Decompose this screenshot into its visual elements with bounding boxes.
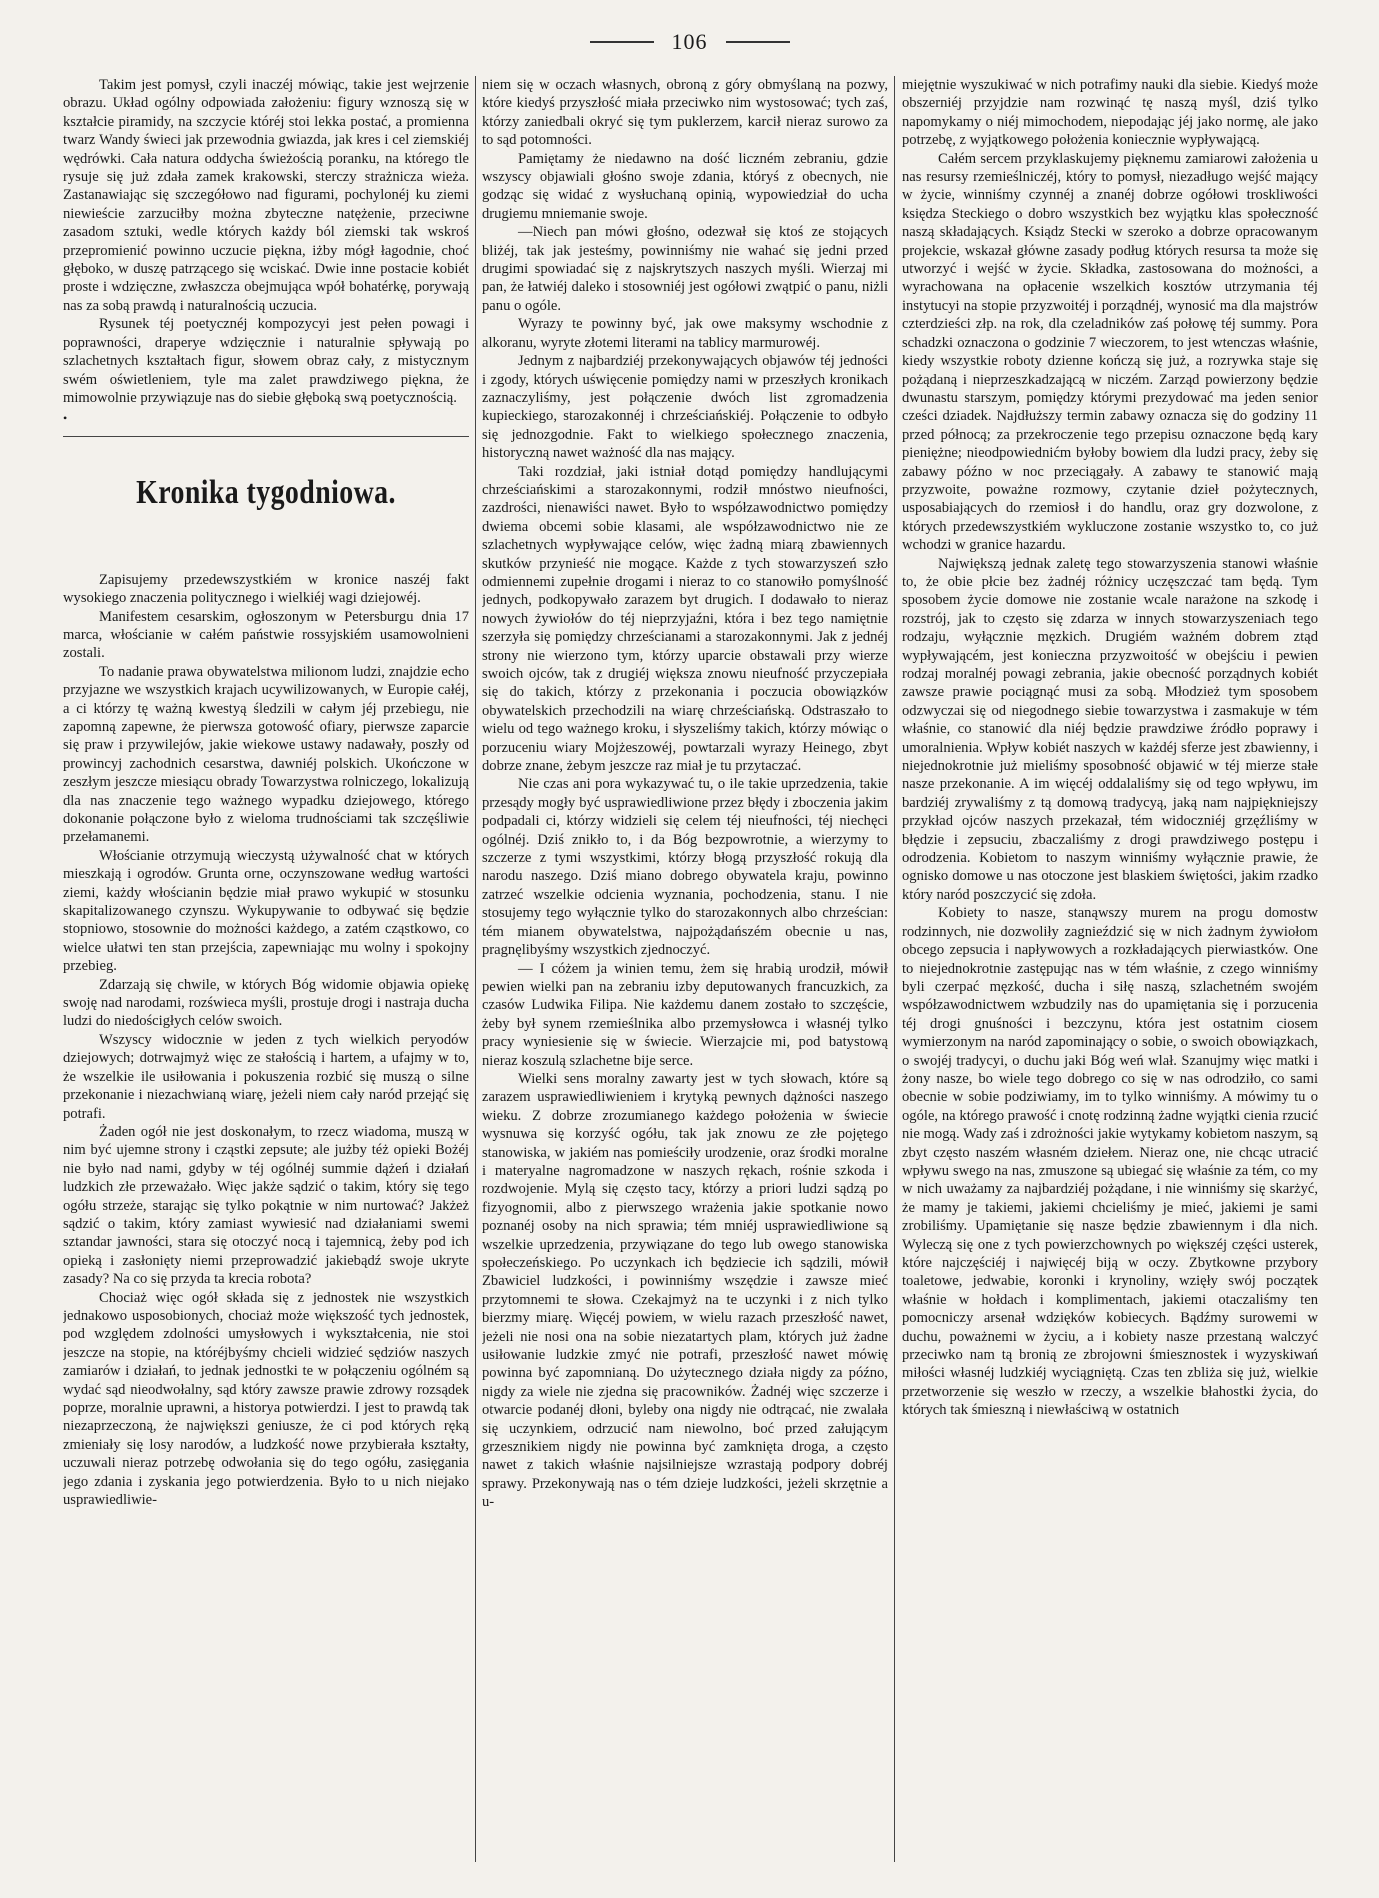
paragraph: — I cóżem ja winien temu, żem się hrabią urodził, mówił pewien wielki pan na zebraniu izby deputowanych francuzkich, za czasów Ludwika Filipa. Nie każdemu danem zostało to szczęście, żeby był synem rzemieślnika albo przemysłowca i własnéj tylko pracy wyniesienie się w świecie. Wierzajcie mi, pod batystową nieraz koszulą szlachetne bije serce.	[482, 960, 888, 1069]
paragraph: Zdarzają się chwile, w których Bóg widomie objawia opiekę swoję nad narodami, rozświeca myśli, prostuje drogi i nastraja ducha ludzi do niedościgłych celów swoich.	[63, 976, 469, 1030]
column-rule-right	[894, 76, 895, 1862]
paragraph: niem się w oczach własnych, obroną z góry obmyślaną na pozwy, które kiedyś przyszłość miała przeciwko nim wystosować; tych zaś, którzy zaniedbali okryć się tym puklerzem, karcił nieraz surowo za to sąd potomności.	[482, 77, 888, 149]
paragraph: Nie czas ani pora wykazywać tu, o ile takie uprzedzenia, takie przesądy mogły być usprawiedliwione przez błędy i zboczenia jakim podpadali ci, którzy widzieli się celem téj nieufności, téj niechęci ogólnéj. Dziś znikło to, i da Bóg bezpowrotnie, a wierzymy to szczerze z tymi wszystkimi, którzy błogą przyszłość rokują dla narodu naszego. Dziś miano dobrego obywatela kraju, powinno zatrzeć wszelkie odcienia wyznania, pochodzenia, stanu. I nie stosujemy tego wyłącznie tylko do starozakonnych albo chrześcian: tém mianem obywatelstwa, najpożądańszém obecnie u nas, pragnęlibyśmy wszystkich zjednoczyć.	[482, 776, 888, 959]
paragraph: Wszyscy widocznie w jeden z tych wielkich peryodów dziejowych; dotrwajmyż więc ze stałością i hartem, a ufajmy w to, że wszelkie ile usiłowania i pokuszenia rozbić się muszą o silne przekonanie i niezachwianą wiarę, jeżeli niem cały naród przejąć się potrafi.	[63, 1031, 469, 1122]
paragraph: Takim jest pomysł, czyli inaczéj mówiąc, takie jest wejrzenie obrazu. Układ ogólny odpowiada założeniu: figury wznoszą się w kształcie piramidy, na szczycie któréj stoi lekka postać, a promienna twarz Wandy świeci jak przewodnia gwiazda, jak kres i cel ziemskiéj wędrówki. Cała natura oddycha świeżością poranku, na którego tle rysuje się już zdała zamek krakowski, sterczy strażnicza wieża. Zastanawiając się szczegółowo nad figurami, pochylonéj ku ziemi niewieście zarzuciłby można zbyteczne natężenie, przeciwne zasadom sztuki, wedle których każdy ból ziemski tak wskroś przepromienić powinno uczucie piękna, iżby mógł łagodnie, choć głęboko, w duszę patrzącego się wciskać. Dwie inne postacie kobiét proste i wdzięczne, zwłaszcza obejmująca wpół bohatérkę, porywają nas za sobą prawdą i naturalnością uczucia.	[63, 77, 469, 314]
paragraph: Całém sercem przyklaskujemy pięknemu zamiarowi założenia u nas resursy rzemieślniczéj, który to pomysł, niezadługo wejść mający w życie, winniśmy czynnéj a znanéj dobrze ogółowi troskliwości księdza Steckiego o dobro wszystkich bez wyjątku klas społeczność naszą składających. Ksiądz Stecki w szeroko a dobrze opracowanym projekcie, wskazał główne zasady podług których resursa ta może się utworzyć i wejść w życie. Składka, zastosowana do możności, a wyrachowana na opłacenie wszelkich kosztów utrzymania téj instytucyi na stopie przyzwoitéj i porządnéj, wynosić ma dla majstrów czterdzieści złp. na rok, dla czeladników zaś połowę téj summy. Pora schadzki oznaczona o godzinie 7 wieczorem, to jest wtenczas właśnie, kiedy wszystkie roboty dzienne kończą się już, a rozrywka staje się pożądaną i nieprzeszkadzającą w niczém. Zarząd powierzony będzie dwunastu starszym, pomiędzy którymi prezydować ma jeden senior cześci dziadek. Najdłuższy termin zabawy oznacza się do godziny 11 przed północą; za przekroczenie tego przepisu oznaczone będą kary pieniężne; nieodpowiednićm byłoby bowiem dla ludzi pracy, żeby się zabawy późno w noc przeciągały. A zabawy te stanowić mają przyzwoite, poważne rozmowy, czytanie dzieł pożytecznych, usposabiających do rzemiosł i do handlu, oraz gry dozwolone, z których przedewszystkiém wykluczone zostanie wszystko to, co już wchodzi w granice hazardu.	[902, 150, 1318, 554]
paragraph: Wyrazy te powinny być, jak owe maksymy wschodnie z alkoranu, wyryte złotemi literami na tablicy marmurowéj.	[482, 316, 888, 351]
paragraph: To nadanie prawa obywatelstwa milionom ludzi, znajdzie echo przyjazne we wszystkich krajach ucywilizowanych, w Europie całéj, a ci którzy tę ważną kwestyą śledzili w całym jéj przebiegu, nie zapomną zapewne, że pierwsza gotowość ofiary, pierwsze zaparcie się praw i przywilejów, jakie wiekowe ustawy nadawały, poszły od prowincyj zachodnich cesarstwa, dawniéj polskich. Ukończone w zeszłym jeszcze miesiącu obrady Towarzystwa rolniczego, lokalizują dla nas znaczenie tego ważnego wypadku dziejowego, którego dokonanie połączone było z wieloma trudnościami tak szczęśliwie przełamanemi.	[63, 663, 469, 846]
paragraph: Wielki sens moralny zawarty jest w tych słowach, które są zarazem usprawiedliwieniem i krytyką pewnych dążności naszego wieku. Z dobrze zrozumianego każdego położenia w świecie wysnuwa się korzyść ogółu, tak jak znowu ze złe pojętego stanowiska, w jakiém nas pomieściły urodzenie, oraz środki moralne i materyalne nagromadzone w naszych rękach, rośnie szkoda i rozdwojenie. Mylą się często tacy, którzy a priori ludzi sądzą po fizyognomii, albo z pierwszego wrażenia jakie spotkanie nowo poznanéj osoby na nich sprawia; tém mniéj usprawiedliwione są wszelkie uprzedzenia, przywiązane do tego lub owego stanowiska społeczeńskiego. Po uczynkach ich będziecie ich sądzili, mówił Zbawiciel ludzkości, i powinniśmy wszędzie i zawsze mieć przytomnemi te słowa. Czekajmyż na te uczynki i z nich tylko bierzmy miarę. Więcéj powiem, w wielu razach przeszłość nawet, jeżeli nie nosi ona na sobie niezatartych plam, których już żadne usiłowanie ludzkie zmyć nie potrafi, przeszłość nawet mówię powinna być zapomnianą. Do użytecznego działa nigdy za późno, nigdy za wiele nie zjedna się pracowników. Żadnéj więc szczerze i otwarcie podanéj dłoni, byleby ona nigdy nie odtrącać, nie zwalała się uczynkiem, odrzucić nam niewolno, boć przed załującym grzesznikiem nigdy nie powinna być zamknięta droga, a często nawet z takich właśnie najsilniejsze wzrastają podpory dobréj sprawy. Przekonywają nas o tém dzieje ludzkości, jeżeli skrzętnie a u-	[482, 1070, 888, 1511]
column-1	[63, 76, 469, 1868]
paragraph: Żaden ogół nie jest doskonałym, to rzecz wiadoma, muszą w nim być ujemne strony i cząstki zepsute; ale jużby téż opieki Bożéj nie było nad nami, gdyby w téj ogólnéj summie dążeń i działań ludzkich złe przeważało. Więc jakże sądzić o takim, który się tego ogółu strzeże, starając się tylko pokątnie w nim nurtować? Jakżeż sądzić o takim, który zamiast wywiesić nad działaniami swemi sztandar jawności, stara się otoczyć nocą i tajemnicą, żeby pod ich opieką i zasłonięty niemi przeprowadzić jakiebądź swoje ukryte zasady? Na co się przyda ta krecia robota?	[63, 1123, 469, 1288]
page-header	[0, 22, 1379, 62]
page-number: 106	[671, 29, 708, 54]
paragraph: miejętnie wyszukiwać w nich potrafimy nauki dla siebie. Kiedyś może obszerniéj przyjdzie nam rozwinąć tę naszą myśl, dziś tylko napomykamy o niéj mimochodem, niepodając jéj jako normę, ale jako potrzebę, z wyjątkowego położenia koniecznie wypływającą.	[902, 77, 1318, 149]
section-divider	[63, 436, 469, 437]
paragraph: Kobiety to nasze, stanąwszy murem na progu domostw rodzinnych, nie dozwoliły zagnieździć się w nich żadnym żywiołom obcego zepsucia i napływowych a rozkładających pierwiastków. One to niejednokrotnie zastępując nas w tém właśnie, z czego winniśmy byli czerpać męzkość, ducha i siłę naszą, szlachetném swojém współzawodnictwem wzbudzily nas do upamiętania się i porzucenia téj drogi gnuśności i bezczynu, która jest ostatnim ciosem wymierzonym na naród zapominający o sobie, o swoich obowiązkach, o swojéj tradycyi, o duchu jaki Bóg weń wlał. Szanujmy więc matki i żony nasze, bo wiele tego dobrego co się w nas odrodziło, co sami obecnie w sobie podziwiamy, im to tylko winniśmy. A mówimy tu o ogóle, na którego prawość i cnotę rodzinną żadne wyjątki cienia rzucić nie mogą. Wady zaś i zdrożności jakie wytykamy kobietom naszym, są zbyt często naszém własném dziełem. Nieraz one, nie chcąc utracić wpływu swego na nas, zmuszone są ubiegać się właśnie za tém, co my w nich uważamy za najbardziéj pożądane, i nie winniśmy się skarżyć, że mamy je takiemi, jakiemi chcieliśmy je mieć, jakiemi je sami zrobiliśmy. Upamiętanie się nasze będzie zbawiennym i dla nich. Wyleczą się one z tych powierzchownych po większéj części usterek, które najczęściéj i najwięcéj biją w oczy. Zbytkowne przybory toaletowe, jedwabie, koronki i krynoliny, wzięły swój początek właśnie w hołdach i komplimentach, jakiemi otaczaliśmy ten pomocniczy arsenał wdzięków kobiecych. Bądźmy surowemi w duchu, poważnemi w życiu, a i kobiety nasze przestaną walczyć przeciwko nam tą bronią ze zbrojowni śmiesznostek i wyzyskiwań miłości własnéj ludzkiéj wyciągniętą. Czas ten zbliża się już, wielkie przetworzenie się weszło w rzeczy, a wszelkie błahostki życia, do których tak śmieszną i niewłaściwą w ostatnich	[902, 905, 1318, 1419]
column-rule-left	[475, 76, 476, 1862]
paragraph: Zapisujemy przedewszystkiém w kronice naszéj fakt wysokiego znaczenia politycznego i wielkiéj wagi dziejowéj.	[63, 571, 469, 607]
section-title: Kronika tygodniowa.	[136, 473, 396, 511]
paragraph: Jednym z najbardziéj przekonywających objawów téj jedności i zgody, których uświęcenie pomiędzy nami w przeszłych kronikach zaznaczyliśmy, jest połączenie dwóch list zgromadzenia kupieckiego, starozakonnéj i chrześciańskiéj. Połączenie to odbyło się jednozgodnie. Fakt to wielkiego społecznego znaczenia, historyczną nawet ważność dla nas mający.	[482, 353, 888, 462]
paragraph: Włościanie otrzymują wieczystą używalność chat w których mieszkają i ogrodów. Grunta orne, oczynszowane według wartości ziemi, każdy włościanin będzie miał prawo wykupić w stosunku skapitalizowanego czynszu. Wykupywanie to odbywać się będzie stopniowo, stosownie do możności każdego, a zatém cząstkowo, co wielce ułatwi ten stan przejścia, zapewniając mu wolny i spokojny przebieg.	[63, 847, 469, 975]
paragraph: Rysunek téj poetycznéj kompozycyi jest pełen powagi i poprawności, draperye wdzięcznie i naturalnie spływają po szlachetnych kształtach figur, słowem obraz cały, z mistycznym swém oświetleniem, tyle ma zalet prawdziwego piękna, że mimowolnie przywiązuje nas do siebie głęboką swą poetycznością.	[63, 316, 469, 406]
paragraph: Pamiętamy że niedawno na dość liczném zebraniu, gdzie wszyscy objawiali głośno swoje zdania, któryś z obecnych, nie godząc się widać z wysłuchaną opinią, wypowiedział do ucha drugiemu mniemanie swoje.	[482, 150, 888, 222]
paragraph: Taki rozdział, jaki istniał dotąd pomiędzy handlującymi chrześciańskimi a starozakonnymi, rodził mnóstwo nieufności, zazdrości, nienawiści nawet. Było to współzawodnictwo pomiędzy dwiema obcemi sobie klasami, ale współzawodnictwo nie ze szlachetnych wypływające celów, więc żadną miarą zbawiennych skutków przynieść nie mogące. Każde z tych stowarzyszeń szło odmiennemi zupełnie drogami i nieraz to co stanowiło pomyślność jednych, podkopywało zarazem byt drugich. I dodawało to nieraz nowych żywiołów do téj nieprzyjaźni, która i bez tego namiętnie szerzyła się pomiędzy chrześcianami a starozakonnymi. Jak z jednéj strony nie wierzono tym, którzy uparcie obstawali przy wierze swoich ojców, tak z drugiéj większa znowu nieufność przyczepiała się do takich, którzy z przekonania i poczucia obowiązków obywatelskich przechodzili na wiarę chrześciańską. Odstraszało to wielu od tego ważnego kroku, i słyszeliśmy takich, którzy mówiąc o porzuceniu wiary Mojżeszowéj, powtarzali wyrazy Heinego, zbyt dobrze znane, żebym jeszcze raz miał je tu przytaczać.	[482, 463, 888, 775]
header-dash-left	[590, 41, 654, 43]
column-2	[482, 76, 888, 1868]
header-dash-right	[726, 41, 790, 43]
paragraph: Manifestem cesarskim, ogłoszonym w Petersburgu dnia 17 marca, włościanie w całém państwie rossyjskiém usamowolnieni zostali.	[63, 608, 469, 662]
section-mark: •	[63, 411, 68, 426]
column-3	[902, 76, 1318, 1868]
paragraph: Największą jednak zaletę tego stowarzyszenia stanowi właśnie to, że obie płcie bez żadnéj różnicy uczęszczać tam będą. Tym sposobem życie domowe nie zostanie wcale narażone na szkodę i rozstrój, jak to często się zdarza w innych stowarzyszeniach tego rodzaju, wyłącznie męzkich. Drugiém ważném dobrem ztąd wypływającém, jest konieczna przyzwoitość w obejściu i pewien rodzaj moralnéj powagi zebrania, jakie obecność porządnych kobiét zawsze prawie pociągnąć musi za sobą. Młodzież tym sposobem odzwyczai się od niegodnego siebie towarzystwa i zasmakuje w tém właśnie, co stanowić dla niéj będzie prawdziwe źródło poprawy i umoralnienia. Wpływ kobiét naszych w każdéj sferze jest zbawienny, i niejednokrotnie już mieliśmy sposobność objawić w téj mierze stałe nasze przekonanie. A im więcéj oddalaliśmy się od tego wpływu, im bardziéj zrywaliśmy z tą domową tradycyą, jaką nam najpiękniejszy przykład ojców naszych przekazał, tém widoczniéj grzęźliśmy w błędzie i zepsuciu, zbaczaliśmy z drogi prawdziwego postępu i odrodzenia. Kobietom to naszym winniśmy wyłącznie prawie, że ognisko domowe u nas otoczone jest blaskiem świętości, jakim rzadko który naród poszczycić się zdoła.	[902, 555, 1318, 903]
paragraph: Chociaż więc ogół składa się z jednostek nie wszystkich jednakowo usposobionych, chociaż może większość tych jednostek, pod względem zdolności umysłowych i wykształcenia, nie stoi jeszcze na stopie, na któréjbyśmy chcieli widzieć sędziów naszych zamiarów i działań, to jednak jednostki te w połączeniu ogólném są wydać sąd nieodwołalny, sąd który zawsze prawie zdrowy rozsądek poprze, moralnie uprawni, a historya potwierdzi. I jest to prawdą tak niezaprzeczoną, że największi geniusze, że ci pod których ręką zmieniały się losy narodów, a ludzkość nowe przybierała kształty, uczuwali nieraz potrzebę odwołania się do tego ogółu, zasięgania jego zdania i zyskania jego potwierdzenia. Było to u nich niejako usprawiedliwie-	[63, 1289, 469, 1509]
paragraph: —Niech pan mówi głośno, odezwał się ktoś ze stojących bliżéj, tak jak jesteśmy, powinniśmy nie wahać się jedni przed drugimi spowiadać się z najskrytszych naszych myśli. Wierzaj mi pan, że łatwiéj daleko i stosowniéj jest ogółowi zwątpić o panu, niżli panu o ogóle.	[482, 224, 888, 314]
